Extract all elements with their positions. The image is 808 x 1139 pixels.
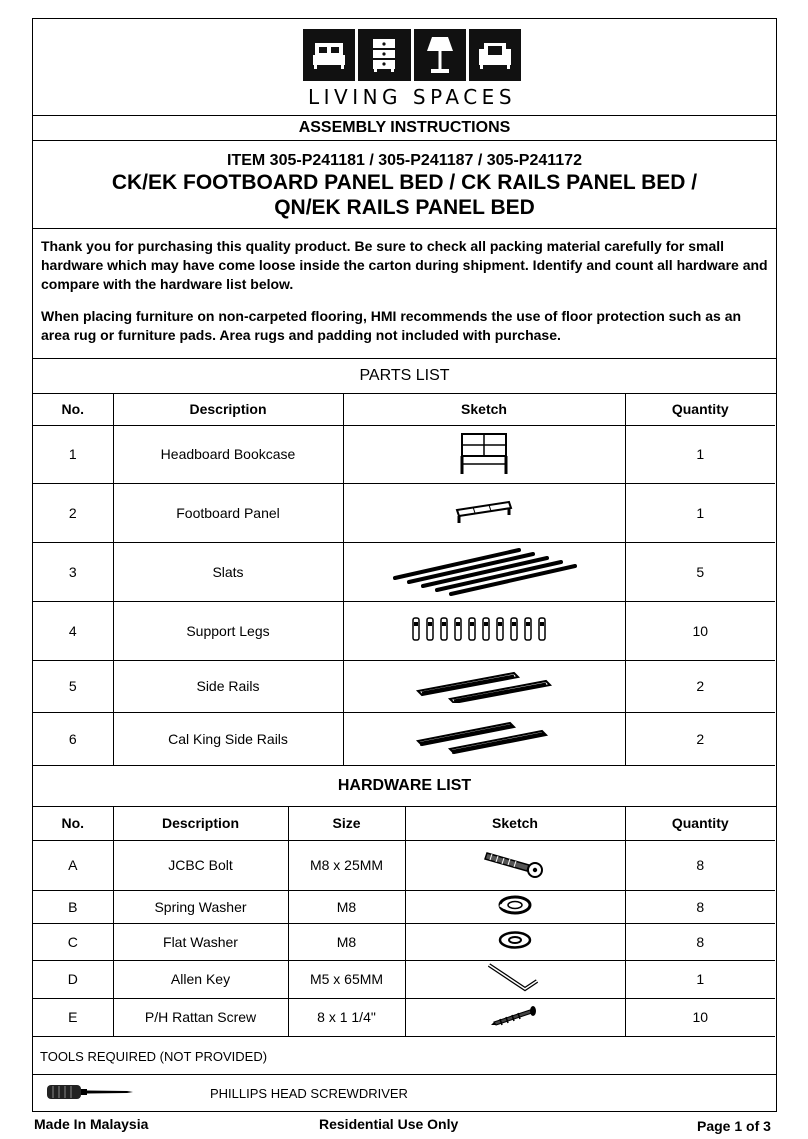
part-no: 1 — [33, 425, 113, 483]
part-quantity: 5 — [625, 542, 775, 601]
instruction-sheet — [32, 18, 777, 1112]
footer-origin: Made In Malaysia — [34, 1116, 149, 1132]
logo-header — [33, 19, 776, 116]
intro-text — [33, 229, 776, 359]
parts-table — [33, 394, 775, 766]
hardware-size: M8 — [288, 890, 405, 923]
hardware-table — [33, 807, 775, 1037]
parts-list-title: PARTS LIST — [33, 359, 776, 394]
hardware-size: M5 x 65MM — [288, 960, 405, 998]
col-sketch: Sketch — [405, 807, 625, 840]
table-row — [33, 840, 775, 890]
table-row — [33, 425, 775, 483]
footer-page-number: Page 1 of 3 — [697, 1118, 771, 1134]
part-quantity: 2 — [625, 660, 775, 712]
col-quantity: Quantity — [625, 394, 775, 425]
part-no: 4 — [33, 601, 113, 660]
product-title-line2: QN/EK RAILS PANEL BED — [274, 196, 535, 219]
hardware-size: M8 x 25MM — [288, 840, 405, 890]
hardware-list-title: HARDWARE LIST — [33, 765, 776, 807]
screwdriver-label: PHILLIPS HEAD SCREWDRIVER — [210, 1085, 408, 1101]
item-numbers: ITEM 305-P241181 / 305-P241187 / 305-P241172 — [227, 152, 582, 169]
part-no: 5 — [33, 660, 113, 712]
part-description: Slats — [113, 542, 343, 601]
footer-usage: Residential Use Only — [319, 1116, 459, 1132]
hardware-description: JCBC Bolt — [113, 840, 288, 890]
hardware-description: Spring Washer — [113, 890, 288, 923]
table-row — [33, 998, 775, 1036]
col-size: Size — [288, 807, 405, 840]
title-block — [33, 141, 776, 229]
hardware-quantity: 8 — [625, 840, 775, 890]
hardware-quantity: 10 — [625, 998, 775, 1036]
hardware-no: D — [33, 960, 113, 998]
part-no: 3 — [33, 542, 113, 601]
part-no: 2 — [33, 483, 113, 542]
side-rails-icon — [343, 660, 625, 712]
assembly-heading: ASSEMBLY INSTRUCTIONS — [33, 116, 776, 141]
table-row — [33, 660, 775, 712]
part-quantity: 1 — [625, 425, 775, 483]
intro-paragraph-1: Thank you for purchasing this quality product. Be sure to check all packing material carefully for small hardware which may have come loose inside the carton during shipment. Identify and count all hardware and compare with the hardware list below. — [41, 238, 768, 292]
headboard-icon — [343, 425, 625, 483]
support-legs-icon — [343, 601, 625, 660]
part-quantity: 1 — [625, 483, 775, 542]
parts-header-row — [33, 394, 775, 425]
tools-required-label: TOOLS REQUIRED (NOT PROVIDED) — [33, 1039, 776, 1075]
part-description: Headboard Bookcase — [113, 425, 343, 483]
hardware-no: E — [33, 998, 113, 1036]
col-no: No. — [33, 807, 113, 840]
hardware-header-row — [33, 807, 775, 840]
bolt-icon — [405, 840, 625, 890]
table-row — [33, 960, 775, 998]
armchair-icon — [469, 29, 521, 81]
part-quantity: 10 — [625, 601, 775, 660]
hardware-quantity: 8 — [625, 923, 775, 960]
table-row — [33, 923, 775, 960]
hardware-no: B — [33, 890, 113, 923]
col-description: Description — [113, 807, 288, 840]
footboard-icon — [343, 483, 625, 542]
product-title-line1: CK/EK FOOTBOARD PANEL BED / CK RAILS PANEL BED / — [111, 171, 698, 194]
table-row — [33, 542, 775, 601]
hardware-quantity: 8 — [625, 890, 775, 923]
spring-washer-icon — [405, 890, 625, 923]
part-description: Cal King Side Rails — [113, 712, 343, 765]
table-row — [33, 712, 775, 765]
screwdriver-icon — [45, 1083, 135, 1104]
part-quantity: 2 — [625, 712, 775, 765]
part-description: Footboard Panel — [113, 483, 343, 542]
slats-icon — [343, 542, 625, 601]
col-sketch: Sketch — [343, 394, 625, 425]
hardware-description: P/H Rattan Screw — [113, 998, 288, 1036]
hardware-description: Flat Washer — [113, 923, 288, 960]
table-row — [33, 601, 775, 660]
hardware-size: M8 — [288, 923, 405, 960]
hardware-quantity: 1 — [625, 960, 775, 998]
intro-paragraph-2: When placing furniture on non-carpeted flooring, HMI recommends the use of floor protection such as an area rug or furniture pads. Area rugs and padding not included with purchase. — [41, 308, 742, 343]
hardware-no: C — [33, 923, 113, 960]
table-row — [33, 890, 775, 923]
hardware-no: A — [33, 840, 113, 890]
brand-name: LIVING SPACES — [307, 85, 517, 109]
part-description: Side Rails — [113, 660, 343, 712]
dresser-icon — [358, 29, 413, 81]
flat-washer-icon — [405, 923, 625, 960]
part-description: Support Legs — [113, 601, 343, 660]
hardware-description: Allen Key — [113, 960, 288, 998]
col-quantity: Quantity — [625, 807, 775, 840]
lamp-icon — [414, 29, 469, 81]
allen-key-icon — [405, 960, 625, 998]
living-spaces-logo — [303, 29, 521, 109]
hardware-size: 8 x 1 1/4" — [288, 998, 405, 1036]
part-no: 6 — [33, 712, 113, 765]
tools-row — [33, 1075, 776, 1111]
table-row — [33, 483, 775, 542]
screw-icon — [405, 998, 625, 1036]
cal-king-rails-icon — [343, 712, 625, 765]
bed-icon — [303, 29, 358, 81]
col-description: Description — [113, 394, 343, 425]
col-no: No. — [33, 394, 113, 425]
